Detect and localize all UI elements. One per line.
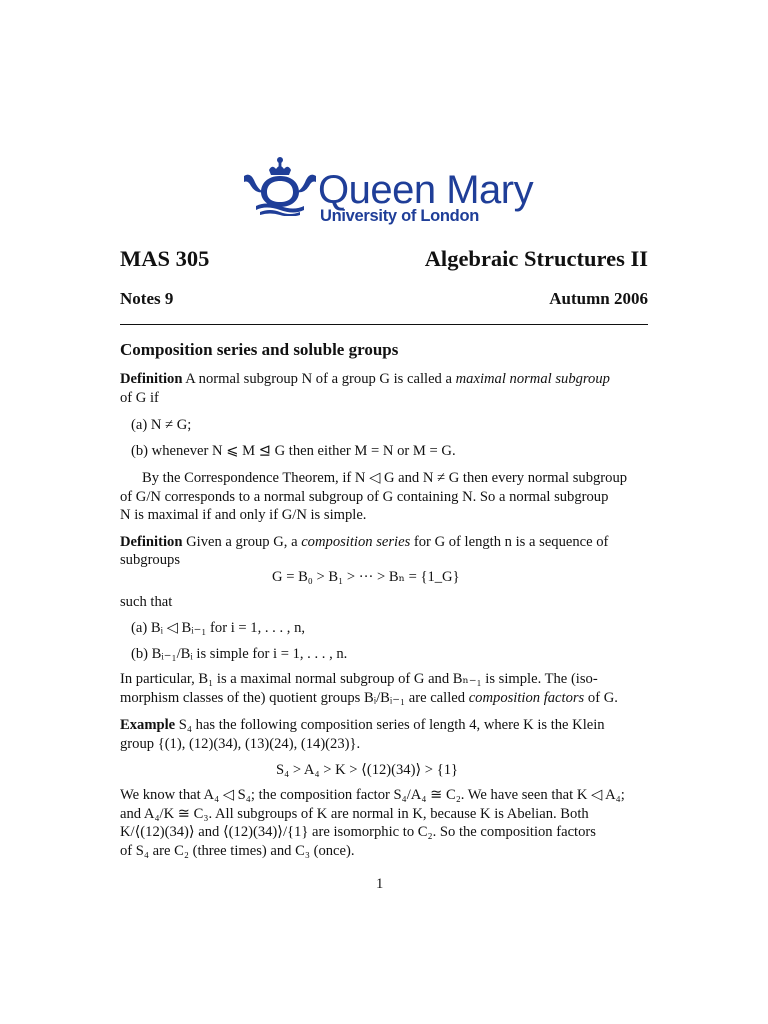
page-number: 1	[376, 876, 384, 892]
def2-label: Definition	[120, 534, 183, 550]
def1-item-b: (b) whenever N ⩽ M ⊴ G then either M = N or M = G.	[131, 443, 456, 459]
para1-line2: of G/N corresponds to a normal subgroup of G containing N. So a normal subgroup	[120, 489, 609, 505]
course-title: Algebraic Structures II	[424, 246, 648, 271]
def1-emphasis: maximal normal subgroup	[455, 371, 610, 387]
course-header	[120, 246, 648, 276]
def2-item-a: (a) Bᵢ ◁ Bᵢ₋₁ for i = 1, . . . , n,	[131, 620, 306, 636]
notes-header	[120, 289, 648, 311]
def1-text: A normal subgroup N of a group G is called a	[185, 371, 456, 387]
def1-item-a: (a) N ≠ G;	[131, 417, 192, 433]
crown-crest-icon	[242, 156, 318, 216]
def1-label: Definition	[120, 371, 183, 387]
course-code: MAS 305	[120, 246, 210, 271]
example-line6: of S₄ are C₂ (three times) and C₃ (once).	[120, 843, 355, 859]
para2-line1: In particular, B₁ is a maximal normal subgroup of G and Bₙ₋₁ is simple. The (iso-	[120, 671, 598, 687]
logo-subtitle: University of London	[320, 207, 480, 225]
section-title: Composition series and soluble groups	[120, 340, 399, 359]
def2-line1	[120, 533, 608, 552]
header-rule	[120, 324, 648, 325]
def2-line2: subgroups	[120, 552, 180, 568]
university-logo	[242, 156, 542, 236]
def1-line2: of G if	[120, 390, 159, 406]
example-display-formula: S₄ > A₄ > K > ⟨(12)(34)⟩ > {1}	[276, 762, 458, 778]
para1-line3: N is maximal if and only if G/N is simple.	[120, 507, 367, 523]
def2-emphasis: composition series	[301, 534, 411, 550]
term-label: Autumn 2006	[549, 289, 648, 308]
example-text: S₄ has the following composition series of length 4, where K is the Klein	[178, 717, 605, 733]
para2-text-post: of G.	[584, 690, 618, 706]
example-line3: We know that A₄ ◁ S₄; the composition factor S₄/A₄ ≅ C₂. We have seen that K ◁ A₄;	[120, 787, 625, 803]
def2-display-formula: G = B₀ > B₁ > ··· > Bₙ = {1_G}	[272, 569, 460, 585]
notes-number: Notes 9	[120, 289, 174, 308]
def2-such-that: such that	[120, 594, 173, 610]
example-label: Example	[120, 717, 176, 733]
para2-emphasis: composition factors	[468, 690, 585, 706]
def2-text-pre: Given a group G, a	[186, 534, 302, 550]
para1-line1: By the Correspondence Theorem, if N ◁ G and N ≠ G then every normal subgroup	[142, 470, 628, 486]
def1-line1	[120, 370, 610, 389]
example-line5: K/⟨(12)(34)⟩ and ⟨(12)(34)⟩/{1} are isomorphic to C₂. So the composition factors	[120, 824, 596, 840]
logo-name: Queen Mary	[318, 168, 534, 212]
example-line2: group {(1), (12)(34), (13)(24), (14)(23)}.	[120, 736, 361, 752]
example-line1	[120, 716, 605, 735]
def2-text-post: for G of length n is a sequence of	[410, 534, 609, 550]
def2-item-b: (b) Bᵢ₋₁/Bᵢ is simple for i = 1, . . . , n.	[131, 646, 348, 662]
para2-text-pre: morphism classes of the) quotient groups Bᵢ/Bᵢ₋₁ are called	[120, 690, 469, 706]
example-line4: and A₄/K ≅ C₃. All subgroups of K are normal in K, because K is Abelian. Both	[120, 806, 589, 822]
para2-line2	[120, 689, 618, 708]
